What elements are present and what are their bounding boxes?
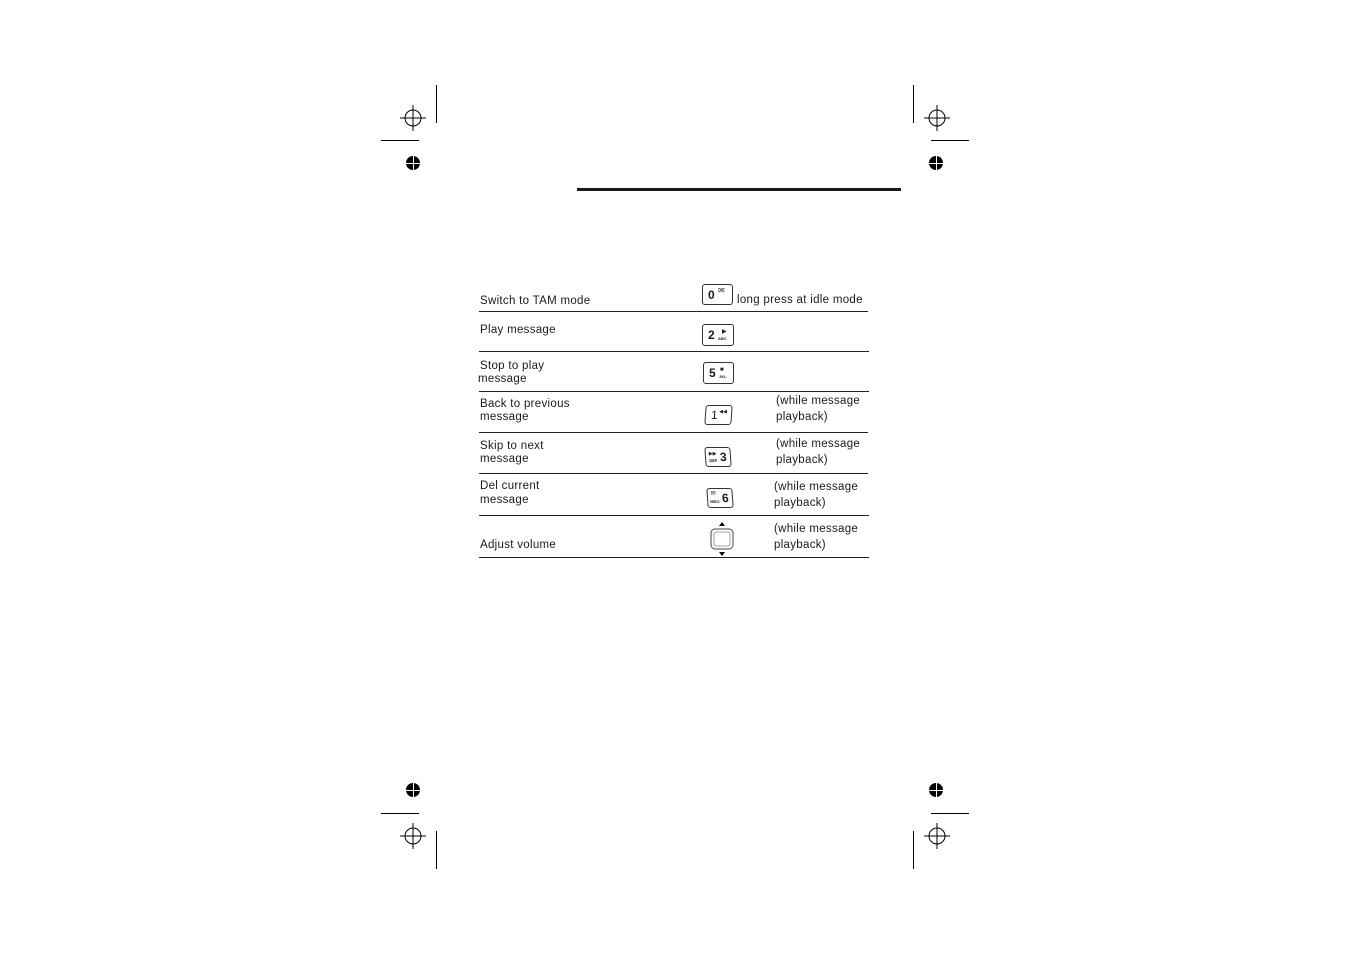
key-letters: JKL <box>719 374 727 379</box>
action-label-line1: Back to previous <box>480 398 570 410</box>
row-divider <box>479 473 868 474</box>
action-label-line1: Del current <box>480 480 540 492</box>
note-text-line2: playback) <box>776 454 828 466</box>
crop-mark <box>436 831 437 869</box>
key-number: 5 <box>709 366 716 380</box>
crop-mark <box>931 813 969 814</box>
registration-mark-icon <box>924 105 950 131</box>
action-label-line1: Skip to next <box>480 440 544 452</box>
action-label-line2: message <box>480 494 529 506</box>
crop-mark <box>381 813 419 814</box>
row-divider <box>479 432 868 433</box>
action-label: Switch to TAM mode <box>480 295 591 307</box>
key-3-icon <box>704 447 731 467</box>
volume-key-icon <box>708 520 736 558</box>
registration-mark-icon <box>400 823 426 849</box>
play-icon: ▶ <box>722 329 727 335</box>
note-text-line1: (while message <box>776 395 861 407</box>
key-1-icon <box>704 405 732 425</box>
key-number: 0 <box>708 288 715 302</box>
note-text-line2: playback) <box>774 539 826 551</box>
row-divider <box>479 515 869 516</box>
action-label-line1: Stop to play <box>480 360 545 372</box>
action-label-line2: message <box>478 373 527 385</box>
note-text-line2: playback) <box>774 497 826 509</box>
key-number: 2 <box>708 328 715 342</box>
crop-mark <box>913 831 914 869</box>
action-label: Play message <box>480 324 556 336</box>
rewind-icon: ◀◀ <box>719 409 728 415</box>
key-letters: MNO <box>710 499 720 504</box>
action-label-line2: message <box>480 453 529 465</box>
stop-icon: ■ <box>720 367 724 373</box>
mail-icon: ✉ <box>710 491 716 497</box>
registration-mark-icon <box>924 823 950 849</box>
registration-dot-icon <box>406 783 420 797</box>
header-rule <box>577 188 901 191</box>
key-5-icon <box>703 362 734 384</box>
crop-mark <box>931 140 969 141</box>
mail-icon: ✉ <box>718 286 725 295</box>
key-number: 3 <box>719 450 728 464</box>
row-divider <box>479 557 869 558</box>
key-6-icon <box>706 488 733 508</box>
key-number: 1 <box>710 408 719 422</box>
note-text-line1: (while message <box>774 523 859 535</box>
key-letters: ABC <box>718 336 727 341</box>
key-0-icon <box>702 284 733 305</box>
registration-mark-icon <box>400 105 426 131</box>
row-divider <box>479 391 869 392</box>
note-text-line2: playback) <box>776 411 828 423</box>
registration-dot-icon <box>929 783 943 797</box>
registration-dot-icon <box>406 156 420 170</box>
key-letters: DEF <box>709 458 718 463</box>
registration-dot-icon <box>929 156 943 170</box>
action-label: Adjust volume <box>480 539 557 551</box>
crop-mark <box>913 85 914 123</box>
note-text: long press at idle mode <box>737 294 863 306</box>
note-text-line1: (while message <box>776 438 861 450</box>
action-label-line2: message <box>480 411 529 423</box>
crop-mark <box>381 140 419 141</box>
crop-mark <box>436 85 437 123</box>
key-number: 6 <box>721 491 730 505</box>
fast-forward-icon: ▶▶ <box>708 451 717 457</box>
key-2-icon <box>702 324 734 346</box>
note-text-line1: (while message <box>774 481 859 493</box>
row-divider <box>479 351 869 352</box>
row-divider <box>479 311 868 312</box>
